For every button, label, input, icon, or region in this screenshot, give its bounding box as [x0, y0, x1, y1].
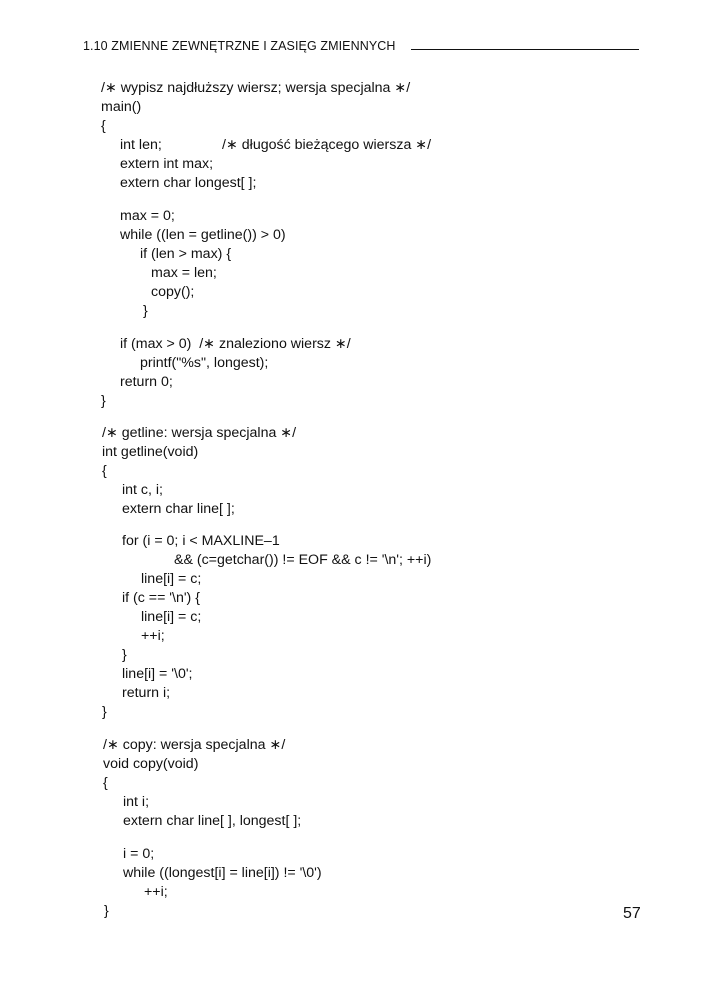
- code-line: printf("%s", longest);: [140, 355, 269, 371]
- code-line: return 0;: [120, 374, 173, 390]
- code-line: }: [102, 704, 107, 720]
- code-line: line[i] = c;: [141, 571, 202, 587]
- code-line: main(): [101, 99, 142, 115]
- code-line: i = 0;: [123, 846, 155, 862]
- code-line: /∗ wypisz najdłuższy wiersz; wersja specjalna ∗/: [101, 80, 411, 96]
- code-line: max = len;: [151, 265, 217, 281]
- code-line: while ((len = getline()) > 0): [120, 227, 286, 243]
- code-line: for (i = 0; i < MAXLINE–1: [122, 533, 280, 549]
- code-line: int i;: [123, 794, 150, 810]
- code-line: int getline(void): [102, 444, 199, 460]
- code-line: int len;: [120, 137, 162, 153]
- code-line: }: [104, 903, 109, 919]
- code-line: /∗ copy: wersja specjalna ∗/: [103, 737, 286, 753]
- code-line: {: [101, 118, 106, 134]
- code-line: extern char longest[ ];: [120, 175, 257, 191]
- code-line: }: [122, 647, 127, 663]
- code-line: }: [143, 303, 148, 319]
- code-line: return i;: [122, 685, 171, 701]
- running-header-title: 1.10 ZMIENNE ZEWNĘTRZNE I ZASIĘG ZMIENNYCH: [83, 39, 396, 53]
- code-line: copy();: [151, 284, 195, 300]
- code-line: extern char line[ ];: [122, 501, 235, 517]
- page-number: 57: [623, 905, 641, 922]
- code-line: if (len > max) {: [140, 246, 232, 262]
- code-line: line[i] = '\0';: [122, 666, 193, 682]
- code-line: ++i;: [141, 628, 165, 644]
- code-line: if (max > 0) /∗ znaleziono wiersz ∗/: [120, 336, 351, 352]
- code-line: void copy(void): [103, 756, 199, 772]
- code-line: /∗ getline: wersja specjalna ∗/: [102, 425, 297, 441]
- code-line: int c, i;: [122, 482, 163, 498]
- code-line: max = 0;: [120, 208, 175, 224]
- code-line: extern char line[ ], longest[ ];: [123, 813, 302, 829]
- code-line: if (c == '\n') {: [122, 590, 200, 606]
- code-line: }: [101, 393, 106, 409]
- code-line: while ((longest[i] = line[i]) != '\0'): [123, 865, 322, 881]
- code-comment: /∗ długość bieżącego wiersza ∗/: [222, 137, 432, 153]
- code-line: ++i;: [144, 884, 168, 900]
- code-line: {: [102, 463, 107, 479]
- code-line: && (c=getchar()) != EOF && c != '\n'; ++i): [174, 552, 432, 568]
- code-line: extern int max;: [120, 156, 214, 172]
- code-line: {: [103, 775, 108, 791]
- code-line: line[i] = c;: [141, 609, 202, 625]
